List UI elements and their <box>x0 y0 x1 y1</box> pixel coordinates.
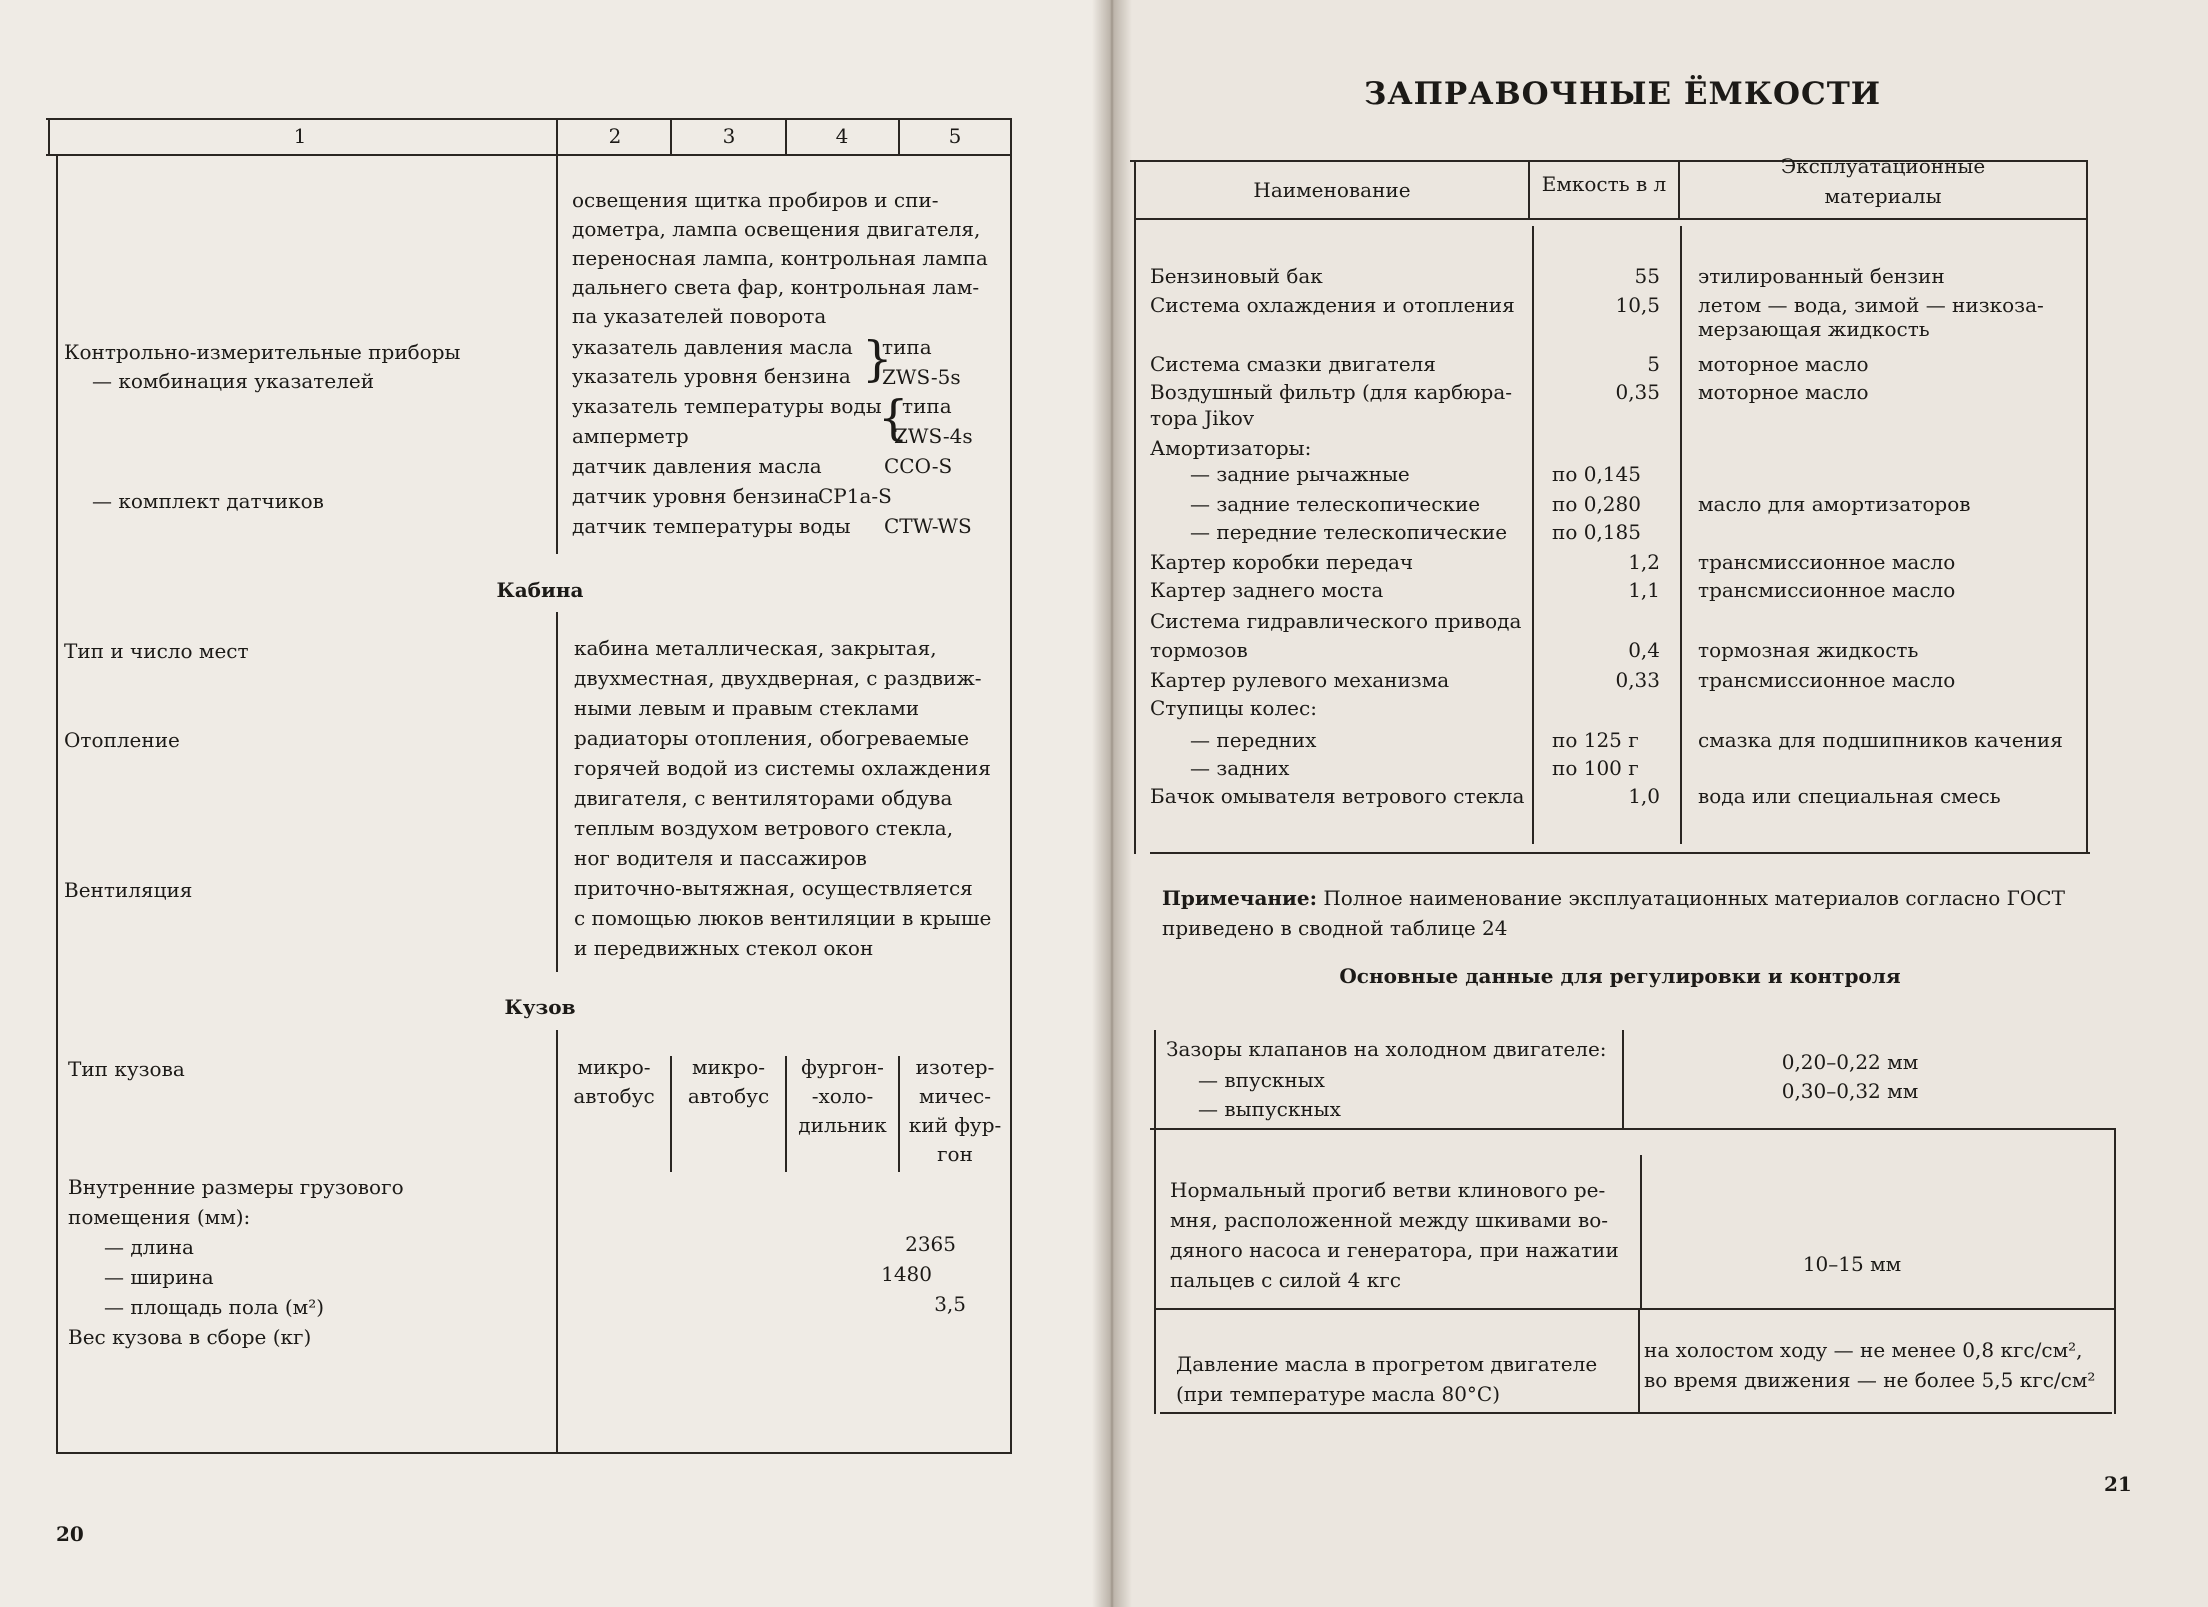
row-material: летом — вода, зимой — низкоза- <box>1698 293 2044 317</box>
row-name: — задние рычажные <box>1190 462 1410 486</box>
text-line: освещения щитка пробиров и спи- <box>572 188 939 212</box>
valve-intake-value: 0,20–0,22 мм <box>1781 1050 1919 1074</box>
type-model-2: ZWS-4s <box>894 424 973 448</box>
body-type-minibus-2 <box>672 1053 785 1111</box>
valve-exhaust-label: — выпускных <box>1198 1097 1341 1121</box>
row-capacity: по 0,145 <box>1552 462 1641 486</box>
note-line-1: Полное наименование эксплуатационных материалов согласно ГОСТ <box>1316 886 2065 910</box>
sensor-model: CP1a-S <box>818 484 892 508</box>
sensor-model: CCO-S <box>884 454 953 478</box>
instrument-item: указатель температуры воды <box>572 394 882 418</box>
valves-label: Зазоры клапанов на холодном двигателе: <box>1166 1037 1607 1061</box>
row-capacity: по 125 г <box>1552 728 1639 752</box>
seats-label: Тип и число мест <box>64 639 249 663</box>
row-name: Картер рулевого механизма <box>1150 668 1450 692</box>
col-divider <box>556 612 558 972</box>
col-divider <box>1640 1155 1642 1308</box>
col-divider <box>1638 1310 1640 1412</box>
right-page-number: 21 <box>2104 1472 2132 1496</box>
belt-value: 10–15 мм <box>1802 1252 1902 1276</box>
sensor-name: датчик давления масла <box>572 454 822 478</box>
book-gutter <box>1092 0 1132 1607</box>
row-name: тормозов <box>1150 638 1248 662</box>
row-capacity: 1,1 <box>1628 578 1660 602</box>
table-border <box>1150 1128 2116 1130</box>
row-capacity: 55 <box>1634 264 1660 288</box>
row-material: смазка для подшипников качения <box>1698 728 2063 752</box>
table-border <box>1156 1308 2116 1310</box>
left-table-left-border <box>48 118 50 156</box>
row-name: Воздушный фильтр (для карбюра- <box>1150 380 1513 404</box>
row-capacity: по 0,280 <box>1552 492 1641 516</box>
row-name: — задних <box>1190 756 1290 780</box>
body-type-label: Тип кузова <box>68 1057 185 1081</box>
text-line: мня, расположенной между шкивами во- <box>1170 1208 1609 1232</box>
text-line: микро- <box>692 1055 765 1079</box>
dims-label: Внутренние размеры грузового <box>68 1175 404 1199</box>
row-name: Система гидравлического привода <box>1150 609 1522 633</box>
text-line: Давление масла в прогретом двигателе <box>1176 1352 1598 1376</box>
header-divider <box>556 118 558 154</box>
table-left-border <box>1154 1030 1156 1414</box>
table-bottom-border <box>1150 852 2090 854</box>
row-material: моторное масло <box>1698 380 1869 404</box>
type-word: типа <box>902 394 952 418</box>
col-divider <box>1532 226 1534 844</box>
row-capacity: 10,5 <box>1615 293 1660 317</box>
text-line: автобус <box>687 1084 770 1108</box>
cabin-heading: Кабина <box>496 578 584 602</box>
instrument-item: указатель уровня бензина <box>572 364 851 388</box>
row-material: тормозная жидкость <box>1698 638 1919 662</box>
row-capacity: 0,4 <box>1628 638 1660 662</box>
brace-icon: { <box>878 390 909 446</box>
instruments-label: Контрольно-измерительные приборы <box>64 340 461 364</box>
dim-area-label: — площадь пола (м²) <box>104 1295 325 1319</box>
indicators-label: — комбинация указателей <box>92 369 375 393</box>
text-line: ног водителя и пассажиров <box>574 846 867 870</box>
row-capacity: 1,0 <box>1628 784 1660 808</box>
col-divider <box>1622 1030 1624 1128</box>
text-line: -холо- <box>811 1084 874 1108</box>
table-right-border <box>2086 160 2088 854</box>
text-line: (при температуре масла 80°C) <box>1176 1382 1501 1406</box>
dim-length-label: — длина <box>104 1235 194 1259</box>
table-right-border <box>2114 1128 2116 1414</box>
col-divider <box>1680 226 1682 844</box>
row-name: — передних <box>1190 728 1317 752</box>
row-material: трансмиссионное масло <box>1698 550 1956 574</box>
sensor-model: CTW-WS <box>884 514 972 538</box>
text-line: автобус <box>573 1084 655 1108</box>
header-col-5: 5 <box>948 124 962 148</box>
dim-area-value: 3,5 <box>934 1292 966 1316</box>
body-type-isothermal <box>900 1053 1010 1169</box>
text-line: переносная лампа, контрольная лампа <box>572 246 988 270</box>
weight-label: Вес кузова в сборе (кг) <box>68 1325 312 1349</box>
row-material: трансмиссионное масло <box>1698 578 1956 602</box>
row-material: моторное масло <box>1698 352 1869 376</box>
body-type-refrigerator <box>787 1053 898 1140</box>
brace-icon: } <box>862 331 893 387</box>
row-material: мерзающая жидкость <box>1698 317 1930 341</box>
note-bold: Примечание: <box>1162 886 1317 910</box>
header-col-1: 1 <box>293 124 307 148</box>
text-line: фургон- <box>801 1055 884 1079</box>
sensor-name: датчик уровня бензина <box>572 484 820 508</box>
row-name: Картер коробки передач <box>1150 550 1414 574</box>
instrument-item: указатель давления масла <box>572 335 853 359</box>
text-line: гон <box>937 1142 973 1166</box>
row-name: Система охлаждения и отопления <box>1150 293 1515 317</box>
valve-exhaust-value: 0,30–0,32 мм <box>1781 1079 1919 1103</box>
text-line: дильник <box>798 1113 887 1137</box>
left-table-top-border <box>46 118 1012 120</box>
header-col-4: 4 <box>835 124 849 148</box>
row-capacity: 0,35 <box>1615 380 1660 404</box>
table-border <box>1160 1412 2112 1414</box>
header-divider <box>898 118 900 154</box>
text-line: па указателей поворота <box>572 304 827 328</box>
row-capacity: по 100 г <box>1552 756 1639 780</box>
header-capacity: Емкость в л <box>1541 172 1667 196</box>
row-material: вода или специальная смесь <box>1698 784 2001 808</box>
note-text <box>1162 884 2065 913</box>
header-name: Наименование <box>1253 178 1411 202</box>
text-line: радиаторы отопления, обогреваемые <box>574 726 970 750</box>
text-line: пальцев с силой 4 кгс <box>1170 1268 1401 1292</box>
row-material: трансмиссионное масло <box>1698 668 1956 692</box>
row-name: Картер заднего моста <box>1150 578 1384 602</box>
text-line: двухместная, двухдверная, с раздвиж- <box>574 666 982 690</box>
body-heading: Кузов <box>504 995 576 1019</box>
text-line: дяного насоса и генератора, при нажатии <box>1170 1238 1619 1262</box>
text-line: изотер- <box>915 1055 995 1079</box>
text-line: микро- <box>577 1055 651 1079</box>
text-line: горячей водой из системы охлаждения <box>574 756 991 780</box>
text-line: и передвижных стекол окон <box>574 936 874 960</box>
header-col-3: 3 <box>722 124 736 148</box>
sensor-name: датчик температуры воды <box>572 514 851 538</box>
text-line: Нормальный прогиб ветви клинового ре- <box>1170 1178 1606 1202</box>
row-material: масло для амортизаторов <box>1698 492 1971 516</box>
table-left-border <box>1134 160 1136 854</box>
row-capacity: 0,33 <box>1615 668 1660 692</box>
text-line: ными левым и правым стеклами <box>574 696 920 720</box>
adjust-heading: Основные данные для регулировки и контроля <box>1339 964 1901 988</box>
type-model-1: ZWS-5s <box>882 365 961 389</box>
type-word: типа <box>882 335 932 359</box>
row-name: Бачок омывателя ветрового стекла <box>1150 784 1525 808</box>
text-line: кий фур- <box>908 1113 1002 1137</box>
left-page-number: 20 <box>56 1522 84 1546</box>
dim-width-value: 1480 <box>881 1262 932 1286</box>
heating-label: Отопление <box>64 728 180 752</box>
text-line: двигателя, с вентиляторами обдува <box>574 786 953 810</box>
row-name: тора Jikov <box>1150 406 1255 430</box>
text-line: дометра, лампа освещения двигателя, <box>572 217 981 241</box>
header-col-2: 2 <box>608 124 622 148</box>
col-divider <box>556 154 558 554</box>
text-line: мичес- <box>919 1084 991 1108</box>
text-line: дальнего света фар, контрольная лам- <box>572 275 980 299</box>
left-table-right-border <box>1010 118 1012 1454</box>
text-line: теплым воздухом ветрового стекла, <box>574 816 954 840</box>
row-name: Бензиновый бак <box>1150 264 1323 288</box>
dims-label: помещения (мм): <box>68 1205 251 1229</box>
row-material: этилированный бензин <box>1698 264 1945 288</box>
text-line: приточно-вытяжная, осуществляется <box>574 876 973 900</box>
ventilation-label: Вентиляция <box>64 878 193 902</box>
left-table-header-border <box>46 154 1012 156</box>
note-line-2: приведено в сводной таблице 24 <box>1162 916 1508 940</box>
sensors-label: — комплект датчиков <box>92 489 324 513</box>
header-divider <box>670 118 672 154</box>
table-header-border <box>1136 218 2086 220</box>
dim-width-label: — ширина <box>104 1265 214 1289</box>
row-name: Система смазки двигателя <box>1150 352 1436 376</box>
left-table-bottom-border <box>56 1452 1012 1454</box>
page-title: ЗАПРАВОЧНЫЕ ЁМКОСТИ <box>1364 76 1882 112</box>
row-name: Амортизаторы: <box>1150 436 1312 460</box>
header-materials: Эксплуатационные <box>1780 154 1986 178</box>
row-capacity: по 0,185 <box>1552 520 1641 544</box>
row-capacity: 5 <box>1647 352 1660 376</box>
oil-value: на холостом ходу — не менее 0,8 кгс/см², <box>1644 1338 2083 1362</box>
valve-intake-label: — впускных <box>1198 1068 1325 1092</box>
header-divider <box>785 118 787 154</box>
text-line: с помощью люков вентиляции в крыше <box>574 906 992 930</box>
row-capacity: 1,2 <box>1628 550 1660 574</box>
left-table-left-border-2 <box>56 154 58 1454</box>
body-type-minibus <box>558 1053 670 1111</box>
text-line: кабина металлическая, закрытая, <box>574 636 937 660</box>
oil-value: во время движения — не более 5,5 кгс/см² <box>1644 1368 2096 1392</box>
dim-length-value: 2365 <box>905 1232 956 1256</box>
row-name: — передние телескопические <box>1190 520 1508 544</box>
instrument-item: амперметр <box>572 424 689 448</box>
row-name: — задние телескопические <box>1190 492 1481 516</box>
header-materials: материалы <box>1824 184 1942 208</box>
row-name: Ступицы колес: <box>1150 696 1317 720</box>
